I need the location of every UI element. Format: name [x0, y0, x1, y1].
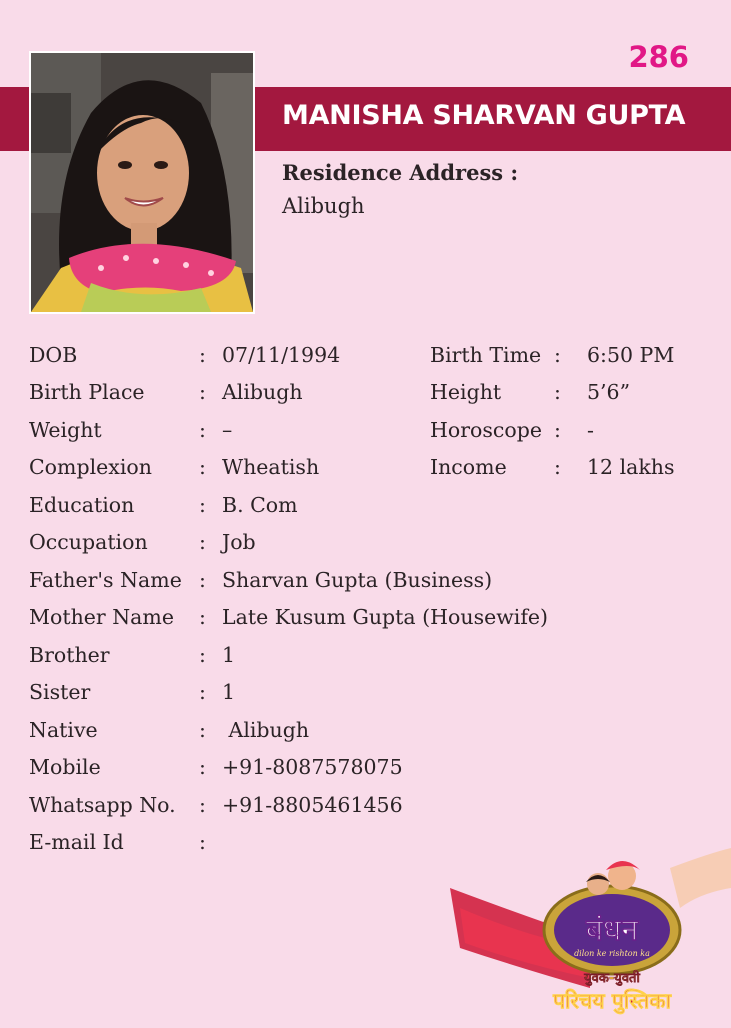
brother-value: 1	[222, 643, 236, 667]
education-value: B. Com	[222, 493, 298, 517]
father-name-value: Sharvan Gupta (Business)	[222, 568, 493, 592]
occupation-label: Occupation	[29, 530, 148, 554]
logo-sub-text-2: परिचय पुस्तिका	[553, 989, 671, 1013]
weight-label: Weight	[29, 418, 102, 442]
profile-number: 286	[628, 40, 689, 74]
complexion-value: Wheatish	[222, 455, 320, 479]
occupation-sep: :	[199, 530, 206, 554]
complexion-sep: :	[199, 455, 206, 479]
income-value: 12 lakhs	[587, 455, 675, 479]
mobile-sep: :	[199, 755, 206, 779]
mother-name-sep: :	[199, 605, 206, 629]
logo-sub-text-1: युवक-युवती	[584, 971, 640, 986]
native-value: Alibugh	[222, 718, 310, 742]
mother-name-value: Late Kusum Gupta (Housewife)	[222, 605, 549, 629]
email-label: E-mail Id	[29, 830, 124, 854]
native-sep: :	[199, 718, 206, 742]
logo-main-text: बंधन	[585, 913, 639, 948]
sister-value: 1	[222, 680, 236, 704]
height-value: 5’6”	[587, 380, 631, 404]
profile-name: MANISHA SHARVAN GUPTA	[282, 100, 686, 131]
horoscope-sep: :	[554, 418, 561, 442]
residence-value: Alibugh	[282, 194, 365, 218]
birth-time-label: Birth Time	[430, 343, 542, 367]
complexion-label: Complexion	[29, 455, 152, 479]
logo-tagline: dilon ke rishton ka	[574, 949, 650, 958]
native-label: Native	[29, 718, 98, 742]
dob-label: DOB	[29, 343, 78, 367]
whatsapp-value: +91-8805461456	[222, 793, 403, 817]
income-label: Income	[430, 455, 507, 479]
birth-time-sep: :	[554, 343, 561, 367]
occupation-value: Job	[222, 530, 256, 554]
mobile-label: Mobile	[29, 755, 101, 779]
brother-label: Brother	[29, 643, 110, 667]
height-label: Height	[430, 380, 502, 404]
profile-photo	[29, 51, 255, 314]
brother-sep: :	[199, 643, 206, 667]
email-sep: :	[199, 830, 206, 854]
horoscope-value: -	[587, 418, 594, 442]
mobile-value: +91-8087578075	[222, 755, 403, 779]
father-name-label: Father's Name	[29, 568, 182, 592]
weight-sep: :	[199, 418, 206, 442]
mother-name-label: Mother Name	[29, 605, 174, 629]
bandhan-logo	[440, 848, 731, 1024]
father-name-sep: :	[199, 568, 206, 592]
education-label: Education	[29, 493, 135, 517]
birth-place-sep: :	[199, 380, 206, 404]
income-sep: :	[554, 455, 561, 479]
birth-place-value: Alibugh	[222, 380, 303, 404]
dob-sep: :	[199, 343, 206, 367]
sister-sep: :	[199, 680, 206, 704]
whatsapp-sep: :	[199, 793, 206, 817]
birth-place-label: Birth Place	[29, 380, 145, 404]
education-sep: :	[199, 493, 206, 517]
whatsapp-label: Whatsapp No.	[29, 793, 176, 817]
height-sep: :	[554, 380, 561, 404]
horoscope-label: Horoscope	[430, 418, 542, 442]
weight-value: –	[222, 418, 233, 442]
birth-time-value: 6:50 PM	[587, 343, 675, 367]
sister-label: Sister	[29, 680, 91, 704]
residence-label: Residence Address :	[282, 160, 519, 185]
dob-value: 07/11/1994	[222, 343, 341, 367]
